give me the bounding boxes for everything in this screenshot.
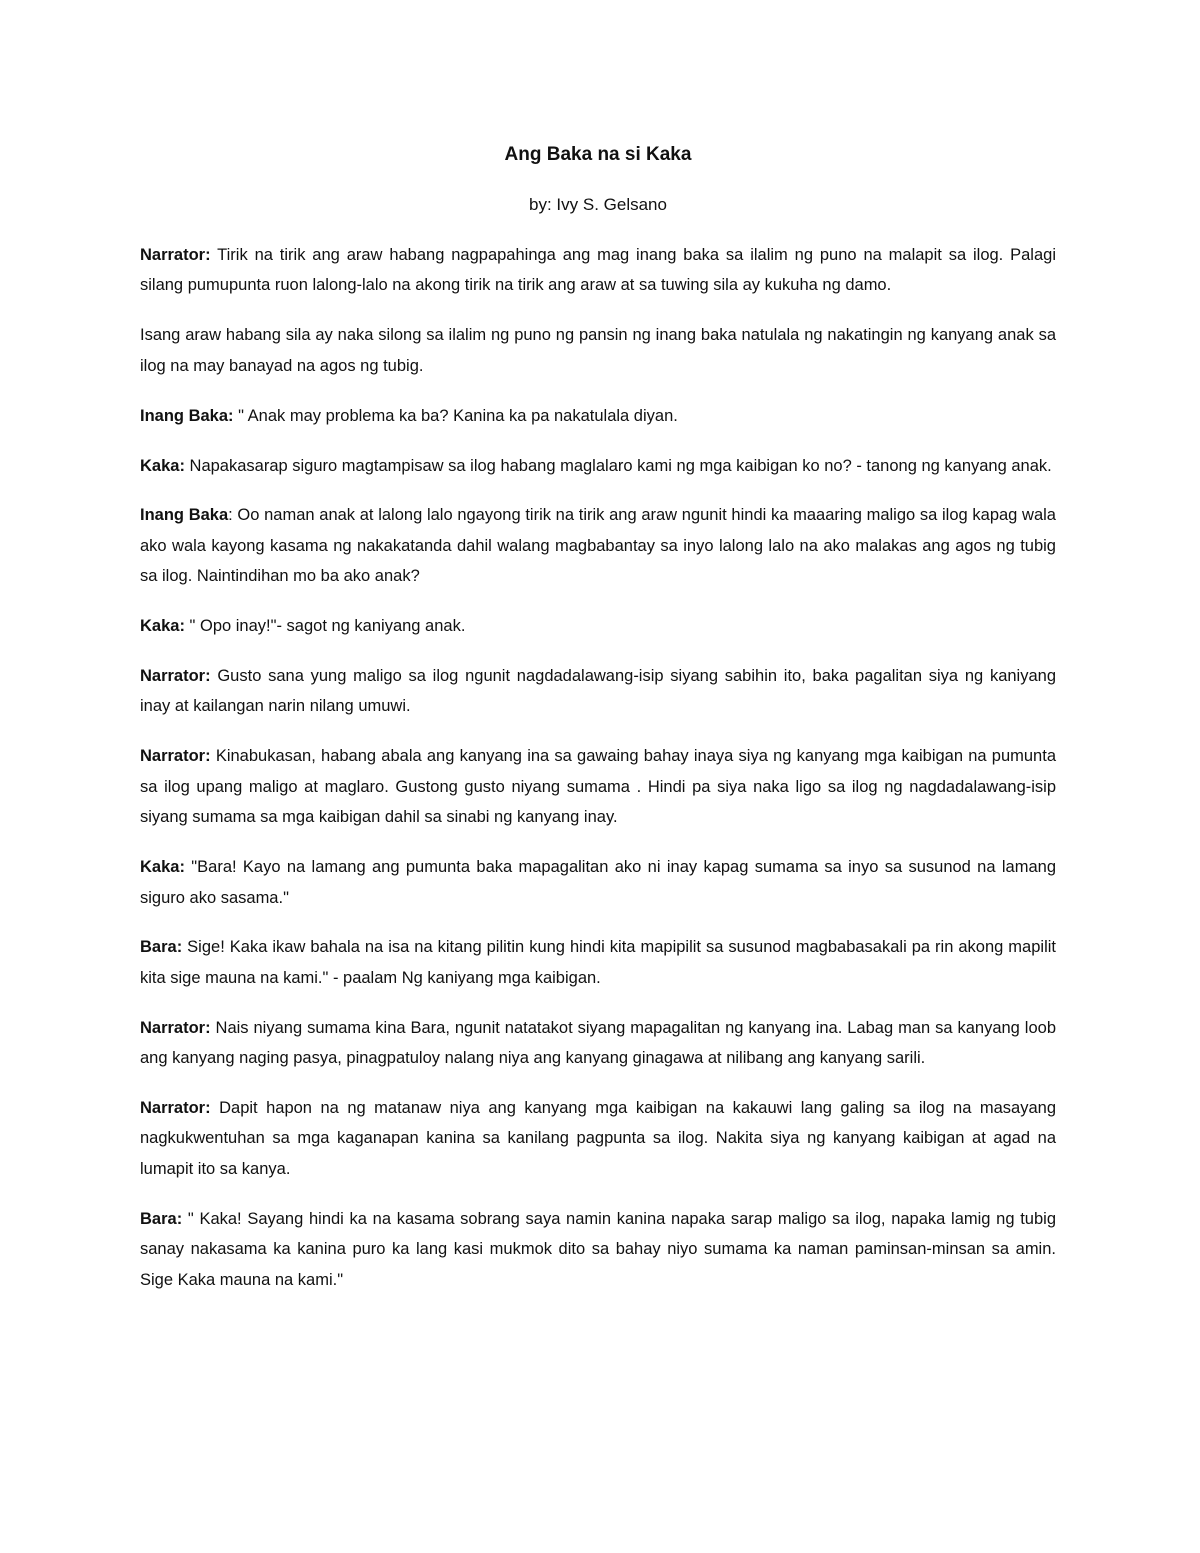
- speaker-label: Bara:: [140, 1209, 183, 1228]
- paragraph-5: [140, 500, 1056, 591]
- paragraph-12: [140, 1093, 1056, 1184]
- story-title: Ang Baka na si Kaka: [504, 144, 692, 165]
- paragraph-13: [140, 1204, 1056, 1295]
- paragraph-8: [140, 741, 1056, 832]
- paragraph-text: "Bara! Kayo na lamang ang pumunta baka mapagalitan ako ni inay kapag sumama sa inyo sa susunod na lamang siguro ako sasama.": [140, 858, 1056, 907]
- paragraph-text: : Oo naman anak at lalong lalo ngayong tirik na tirik ang araw ngunit hindi ka maaaring maligo sa ilog kapag wala ako wala kayong kasama ng nakakatanda dahil walang magbabantay sa inyo lalong lalo na ako malakas ang agos ng tubig sa ilog. Naintindihan mo ba ako anak?: [140, 506, 1056, 586]
- speaker-label: Narrator:: [140, 1018, 211, 1037]
- paragraph-3: [140, 401, 1056, 431]
- paragraph-text: Nais niyang sumama kina Bara, ngunit natatakot siyang mapagalitan ng kanyang ina. Labag man sa kanyang loob ang kanyang naging pasya, pinagpatuloy nalang niya ang kanyang ginagawa at nilibang ang kanyang sarili.: [140, 1018, 1056, 1068]
- paragraph-11: [140, 1013, 1056, 1074]
- speaker-label: Inang Baka:: [140, 406, 234, 425]
- speaker-label: Narrator:: [140, 667, 211, 686]
- paragraph-text: Napakasarap siguro magtampisaw sa ilog habang maglalaro kami ng mga kaibigan ko no? - tanong ng kanyang anak.: [184, 456, 1052, 475]
- paragraph-text: " Anak may problema ka ba? Kanina ka pa nakatulala diyan.: [233, 406, 678, 425]
- paragraph-text: Isang araw habang sila ay naka silong sa ilalim ng puno ng pansin ng inang baka natulala ng nakatingin ng kanyang anak sa ilog na may banayad na agos ng tubig.: [140, 326, 1056, 375]
- paragraph-6: [140, 611, 1056, 641]
- speaker-label: Kaka:: [140, 456, 185, 475]
- paragraph-7: [140, 661, 1056, 722]
- story-author: by: Ivy S. Gelsano: [529, 195, 667, 214]
- speaker-label: Inang Baka: [140, 506, 229, 525]
- paragraph-9: [140, 852, 1056, 913]
- paragraph-text: Kinabukasan, habang abala ang kanyang ina sa gawaing bahay inaya siya ng kanyang mga kaibigan na pumunta sa ilog upang maligo at maglaro. Gustong gusto niyang sumama . Hindi pa siya naka ligo sa ilog ng nagdadalawang-isip siyang sumama sa mga kaibigan dahil sa sinabi ng kanyang inay.: [140, 747, 1056, 827]
- paragraph-10: [140, 932, 1056, 993]
- paragraph-text: Dapit hapon na ng matanaw niya ang kanyang mga kaibigan na kakauwi lang galing sa ilog na masayang nagkukwentuhan sa mga kaganapan kanina sa kanilang pagpunta sa ilog. Nakita siya ng kanyang kaibigan at agad na lumapit ito sa kanya.: [140, 1099, 1056, 1178]
- paragraph-text: Tirik na tirik ang araw habang nagpapahinga ang mag inang baka sa ilalim ng puno na malapit sa ilog. Palagi silang pumupunta ruon lalong-lalo na akong tirik na tirik ang araw at sa tuwing sila ay kukuha ng damo.: [140, 246, 1056, 295]
- paragraph-2: [140, 320, 1056, 381]
- speaker-label: Narrator:: [140, 747, 211, 766]
- paragraph-text: " Kaka! Sayang hindi ka na kasama sobrang saya namin kanina napaka sarap maligo sa ilog, napaka lamig ng tubig sanay nakasama ka kanina puro ka lang kasi mukmok dito sa bahay niyo sumama ka naman paminsan-minsan sa amin. Sige Kaka mauna na kami.": [140, 1209, 1056, 1289]
- paragraph-1: [140, 240, 1056, 301]
- paragraph-4: [140, 451, 1056, 481]
- speaker-label: Kaka:: [140, 617, 185, 636]
- document-body: [140, 140, 1056, 1314]
- speaker-label: Bara:: [140, 938, 183, 957]
- speaker-label: Narrator:: [140, 1099, 211, 1118]
- speaker-label: Kaka:: [140, 858, 185, 877]
- speaker-label: Narrator:: [140, 246, 211, 264]
- paragraph-text: Sige! Kaka ikaw bahala na isa na kitang pilitin kung hindi kita mapipilit sa susunod magbabasakali pa rin akong mapilit kita sige mauna na kami." - paalam Ng kaniyang mga kaibigan.: [140, 938, 1056, 987]
- paragraph-text: " Opo inay!"- sagot ng kaniyang anak.: [184, 617, 466, 636]
- paragraph-text: Gusto sana yung maligo sa ilog ngunit nagdadalawang-isip siyang sabihin ito, baka pagalitan siya ng kaniyang inay at kailangan narin nilang umuwi.: [140, 667, 1056, 716]
